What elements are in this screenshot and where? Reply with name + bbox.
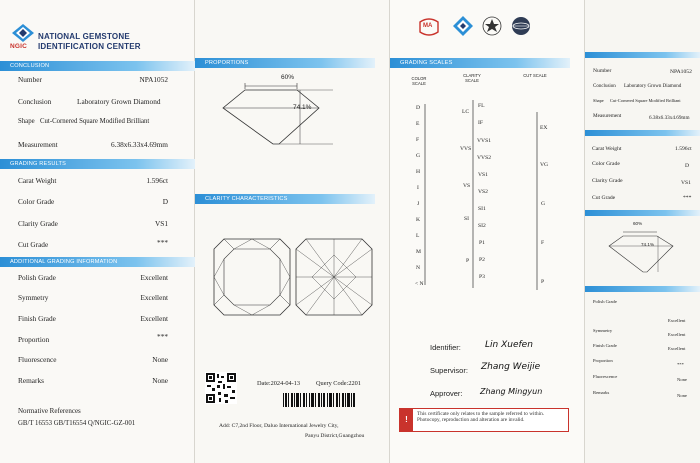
conclusion-label: Conclusion xyxy=(18,97,52,106)
cut-grade-item: EX xyxy=(540,125,548,131)
section-conclusion: CONCLUSION xyxy=(0,61,195,71)
stub-symmetry: Excellent xyxy=(668,332,686,337)
panel-grading-scales xyxy=(390,0,585,463)
scale-lines xyxy=(390,0,585,300)
measurement-label: Measurement xyxy=(18,140,58,149)
color-scale-head: COLOR SCALE xyxy=(411,76,427,86)
stub-shape-label: Shape xyxy=(593,98,604,103)
stub-additional-bar xyxy=(585,286,700,292)
clarity-grade: P1 xyxy=(479,240,485,246)
barcode-icon xyxy=(283,393,355,407)
cut-grade-item: G xyxy=(541,201,546,207)
symmetry-value: Excellent xyxy=(140,293,168,302)
ngic-logo-icon xyxy=(12,24,34,42)
color-scale-item: J xyxy=(417,201,420,207)
stub-depth-percent: 74.1% xyxy=(641,242,655,247)
identifier-label: Identifier: xyxy=(430,343,461,352)
query-code: Query Code:2201 xyxy=(316,380,361,387)
stub-carat-label: Carat Weight xyxy=(592,146,622,152)
approver-label: Approver: xyxy=(430,389,463,398)
stub-clarity-label: Clarity Grade xyxy=(592,178,623,184)
warning-text: This certificate only relates to the sample referred to within. Photocopy, reproduction and alteration are invalid. xyxy=(417,411,545,424)
symmetry-label: Symmetry xyxy=(18,293,49,302)
proportion-diagram xyxy=(215,78,335,148)
supervisor-label: Supervisor: xyxy=(430,366,468,375)
stub-grading-bar xyxy=(585,130,700,136)
clarity-grade: SI1 xyxy=(478,206,486,212)
finish-value: Excellent xyxy=(140,314,168,323)
address-line2: Panyu District,Guangzhou xyxy=(305,433,365,439)
ma-mark-label: MA xyxy=(423,23,433,29)
section-grading-results: GRADING RESULTS xyxy=(0,159,195,169)
stub-proportion-diagram xyxy=(603,228,683,274)
stub-finish: Excellent xyxy=(668,346,686,351)
qr-code-icon xyxy=(205,372,237,404)
clarity-grade: FL xyxy=(478,103,485,109)
clarity-grade: VVS2 xyxy=(477,155,491,161)
stub-number: NPA1052 xyxy=(670,69,692,75)
cut-grade-item: P xyxy=(541,279,545,285)
approver-signature: Zhang Mingyun xyxy=(480,387,543,396)
clarity-grade: P3 xyxy=(479,274,485,280)
color-label: Color Grade xyxy=(18,197,55,206)
color-scale-item: < N xyxy=(415,281,424,287)
warning-icon: ! xyxy=(400,409,413,431)
color-scale-item: D xyxy=(416,105,421,111)
clarity-scale-head: CLARITY SCALE xyxy=(463,73,481,83)
clarity-group: SI xyxy=(464,216,469,222)
warning-box xyxy=(399,408,569,432)
stub-remarks-label: Remarks xyxy=(593,390,610,395)
color-scale-item: F xyxy=(416,137,420,143)
color-scale-item: I xyxy=(417,185,419,191)
issue-date: Date:2024-04-13 xyxy=(257,380,301,387)
cut-label: Cut Grade xyxy=(18,240,49,249)
clarity-plot-crown xyxy=(212,237,292,317)
stub-symmetry-label: Symmetry xyxy=(593,328,613,333)
shape-label: Shape xyxy=(18,118,35,125)
stub-shape: Cut-Cornered Square Modified Brilliant xyxy=(610,98,681,103)
fluorescence-label: Fluorescence xyxy=(18,355,57,364)
stub-proportion-label: Proportion xyxy=(593,358,613,363)
stub-conclusion-label: Conclusion xyxy=(593,84,616,89)
carat-label: Carat Weight xyxy=(18,176,57,185)
stub-color: D xyxy=(685,163,690,169)
clarity-group: VS xyxy=(463,183,471,189)
proportion-value: *** xyxy=(157,332,168,341)
polish-value: Excellent xyxy=(140,273,168,282)
org-abbr: NGIC xyxy=(10,43,28,50)
color-scale-item: H xyxy=(416,169,421,175)
address-line1: Add: C7,2nd Floor, Daluo International Jewelry City, xyxy=(219,423,339,429)
clarity-grade: VS1 xyxy=(478,172,488,178)
stub-table-percent: 60% xyxy=(633,221,643,226)
stub-number-label: Number xyxy=(593,68,612,74)
clarity-grade: VVS1 xyxy=(477,138,491,144)
stub-fluorescence: None xyxy=(677,377,687,382)
stub-top-bar xyxy=(585,52,700,58)
stub-measurement-label: Measurement xyxy=(593,113,622,119)
proportion-label: Proportion xyxy=(18,335,50,344)
polish-label: Polish Grade xyxy=(18,273,56,282)
finish-label: Finish Grade xyxy=(18,314,56,323)
clarity-grade: SI2 xyxy=(478,223,486,229)
clarity-plot-pavilion xyxy=(294,237,374,317)
clarity-group: LC xyxy=(462,109,470,115)
color-scale-item: G xyxy=(416,153,421,159)
fluorescence-value: None xyxy=(152,355,168,364)
clarity-group: P xyxy=(466,258,470,264)
stub-cut-label: Cut Grade xyxy=(592,195,616,201)
stub-fluorescence-label: Fluorescence xyxy=(593,374,618,379)
section-clarity: CLARITY CHARACTERISTICS xyxy=(195,194,375,204)
measurement-value: 6.38x6.33x4.69mm xyxy=(111,140,168,149)
section-additional: ADDITIONAL GRADING INFORMATION xyxy=(0,257,195,267)
remarks-label: Remarks xyxy=(18,376,44,385)
conclusion-value: Laboratory Grown Diamond xyxy=(77,97,161,106)
clarity-grade: IF xyxy=(478,120,483,126)
normative-refs: GB/T 16553 GB/T16554 Q/NGIC-GZ-001 xyxy=(18,420,136,427)
stub-measurement: 6.38x6.33x4.69mm xyxy=(649,115,690,121)
color-scale-item: K xyxy=(416,217,421,223)
stub-polish: Excellent xyxy=(668,318,686,323)
cut-grade-item: F xyxy=(541,240,545,246)
clarity-label: Clarity Grade xyxy=(18,219,58,228)
stub-cut: *** xyxy=(683,195,692,201)
normative-title: Normative References xyxy=(18,407,81,415)
stub-polish-label: Polish Grade xyxy=(593,299,617,304)
number-label: Number xyxy=(18,75,42,84)
section-grading-scales: GRADING SCALES xyxy=(390,58,570,68)
stub-conclusion: Laboratory Grown Diamond xyxy=(624,84,682,89)
identifier-signature: Lin Xuefen xyxy=(485,340,533,350)
color-scale-item: M xyxy=(416,249,421,255)
cut-value: *** xyxy=(157,238,168,247)
color-scale-item: N xyxy=(416,265,421,271)
remarks-value: None xyxy=(152,376,168,385)
cut-grade-item: VG xyxy=(540,162,549,168)
clarity-grade: VS2 xyxy=(478,189,488,195)
clarity-value: VS1 xyxy=(155,219,168,228)
stub-remarks: None xyxy=(677,393,687,398)
stub-clarity: VS1 xyxy=(681,180,691,186)
stub-carat: 1.596ct xyxy=(675,146,692,152)
shape-value: Cut-Cornered Square Modified Brilliant xyxy=(40,118,150,125)
panel-proportions xyxy=(195,0,390,463)
org-name-line2: IDENTIFICATION CENTER xyxy=(38,42,141,51)
clarity-grade: P2 xyxy=(479,257,485,263)
org-name-line1: NATIONAL GEMSTONE xyxy=(38,32,130,41)
color-scale-item: L xyxy=(416,233,420,239)
clarity-group: VVS xyxy=(460,146,472,152)
stub-proportion: *** xyxy=(677,362,684,367)
stub-proportions-bar xyxy=(585,210,700,216)
panel-conclusion xyxy=(0,0,195,463)
carat-value: 1.596ct xyxy=(146,176,168,185)
stub-color-label: Color Grade xyxy=(592,161,620,167)
color-scale-item: E xyxy=(416,121,420,127)
panel-stub xyxy=(585,0,700,463)
supervisor-signature: Zhang Weijie xyxy=(481,362,541,372)
color-value: D xyxy=(162,197,168,206)
stub-finish-label: Finish Grade xyxy=(593,343,617,348)
number-value: NPA1052 xyxy=(139,75,168,84)
cut-scale-head: CUT SCALE xyxy=(523,73,547,78)
table-percent: 60% xyxy=(281,74,295,81)
depth-percent: 74.1% xyxy=(293,104,312,111)
section-proportions: PROPORTIONS xyxy=(195,58,375,68)
